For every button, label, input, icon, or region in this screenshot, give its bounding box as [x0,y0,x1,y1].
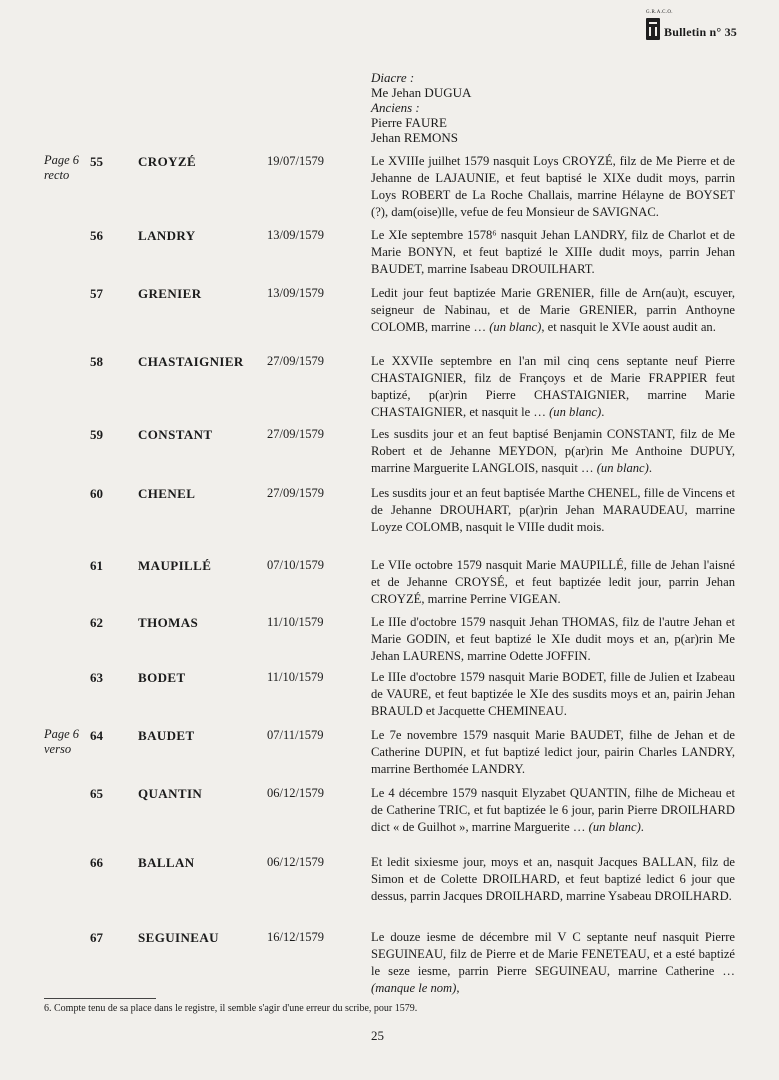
entry-number: 58 [90,354,103,369]
entry-number: 66 [90,855,103,870]
entry-text [371,153,735,221]
entry-text-main: Le XXVIIe septembre en l'an mil cinq cens septante neuf Pierre CHASTAIGNIER, filz de Françoys et de Marie FRAPPIER feut baptizé, p(ar)rin Pierre CHASTAIGNIER, marrine Marie CHASTAIGNIER, et nasquit le … [371,354,735,419]
entry-number: 59 [90,427,103,442]
footnote-divider [44,998,156,999]
baptism-date: 06/12/1579 [267,855,324,869]
family-name: CONSTANT [138,427,213,442]
entry-text-main: Et ledit sixiesme jour, moys et an, nasquit Jacques BALLAN, filz de Simon et de Colette DROILHARD, et feut baptizé ledict 6 jour que dessus, parrin Jacques DROILHARD, marrine Ysabeau DROILHARD. [371,855,735,903]
entry-number: 55 [90,154,103,169]
baptism-date: 27/09/1579 [267,486,324,500]
entry-number: 62 [90,615,103,630]
entry-text [371,854,735,905]
entry-text-tail: . [648,461,652,475]
family-name: THOMAS [138,615,199,630]
entry-text-tail: , [456,981,460,995]
logo-caption: G.R.A.C.O. [646,10,673,15]
society-logo-icon [646,10,673,40]
page-reference: Page 6 verso [44,727,80,756]
baptism-date: 16/12/1579 [267,930,324,944]
entry-number: 65 [90,786,103,801]
family-name: CHENEL [138,486,196,501]
family-name: BAUDET [138,728,195,743]
entry-text-main: Les susdits jour et an feut baptisé Benjamin CONSTANT, filz de Me Robert et de Jehanne MEYDON, p(ar)rin Me Anthoine DUPUY, marrine Marguerite LANGLOIS, nasquit … [371,427,735,475]
family-name: BODET [138,670,186,685]
baptism-date: 11/10/1579 [267,615,324,629]
entry-number: 67 [90,930,103,945]
entry-number: 57 [90,286,103,301]
entry-number: 61 [90,558,103,573]
entry-text-note: (manque le nom) [371,981,457,995]
entry-text-main: Le 7e novembre 1579 nasquit Marie BAUDET, filhe de Jehan et de Catherine DUPIN, et fut baptizé ledict jour, pairin Charles LANDRY, marrine Berthomée LANDRY. [371,728,735,776]
entry-text-note: (un blanc) [588,820,641,834]
baptism-date: 06/12/1579 [267,786,324,800]
footnote: 6. Compte tenu de sa place dans le registre, il semble s'agir d'une erreur du scribe, pour 1579. [44,1003,418,1014]
entry-number: 64 [90,728,103,743]
entry-text-note: (un blanc) [596,461,649,475]
entry-text [371,669,735,720]
entry-text [371,426,735,477]
baptism-date: 07/11/1579 [267,728,324,742]
entry-text-note: (un blanc) [549,405,602,419]
entry-number: 60 [90,486,103,501]
baptism-date: 13/09/1579 [267,286,324,300]
entry-text-main: Le VIIe octobre 1579 nasquit Marie MAUPILLÉ, fille de Jehan l'aisné et de Jehanne CROYSÉ, et feut baptizée ledit jour, parrin Jehan CROYZÉ, marrine Perrine VIGEAN. [371,558,735,606]
family-name: GRENIER [138,286,202,301]
entry-text-main: Les susdits jour et an feut baptisée Marthe CHENEL, fille de Vincens et de Jehanne DROUHART, p(ar)rin Jehan MARAUDEAU, marrine Loyze COLOMB, nasquit le VIIIe dudit mois. [371,486,735,534]
intro-line: Anciens : [371,100,420,115]
bulletin-header [646,10,737,40]
baptism-date: 27/09/1579 [267,427,324,441]
clergy-list [371,70,471,145]
entry-text [371,929,735,997]
entry-text [371,785,735,836]
baptism-date: 13/09/1579 [267,228,324,242]
entry-text [371,727,735,778]
entry-number: 56 [90,228,103,243]
intro-line: Me Jehan DUGUA [371,85,472,100]
entry-text [371,285,735,336]
intro-line: Jehan REMONS [371,130,459,145]
baptism-date: 07/10/1579 [267,558,324,572]
intro-line: Pierre FAURE [371,115,447,130]
entry-text-main: Le 4 décembre 1579 nasquit Elyzabet QUANTIN, filhe de Micheau et de Catherine TRIC, et fut baptizée le 6 jour, parin Pierre DROILHARD dict « de Guilhot », marrine Marguerite … [371,786,735,834]
family-name: BALLAN [138,855,195,870]
family-name: QUANTIN [138,786,203,801]
entry-text-tail: , et nasquit le XVIe aoust audit an. [541,320,716,334]
family-name: MAUPILLÉ [138,558,212,573]
entry-text-main: Le XVIIIe juilhet 1579 nasquit Loys CROYZÉ, filz de Me Pierre et de Jehanne de LAJAUNIE, et feut baptisé le XIXe dudit moys, parrin Loys ROBERT de La Roche Challais, marrine Hélayne de BOYSET (?), dam(oise)lle, vefue de feu Monsieur de SAVIGNAC. [371,154,735,219]
entry-text-main: Le XIe septembre 1578⁶ nasquit Jehan LANDRY, filz de Charlot et de Marie BONYN, et feut baptizé le XIIIe dudit moys, parrin Jehan BAUDET, marrine Isabeau DROUILHART. [371,228,735,276]
entry-text-main: Le douze iesme de décembre mil V C septante neuf nasquit Pierre SEGUINEAU, filz de Pierre et de Marie FENETEAU, et a esté baptizé le seze iesme, parrin Pierre SEGUINEAU, marrine Catherine … [371,930,735,978]
baptism-date: 27/09/1579 [267,354,324,368]
entry-text-note: (un blanc) [489,320,542,334]
entry-text [371,227,735,278]
entry-text-main: Le IIIe d'octobre 1579 nasquit Jehan THOMAS, filz de l'autre Jehan et Marie GODIN, et feut baptizé le XIe dudit moys et an, p(ar)rin Me Jehan LAURENS, marrine Odette JOFFIN. [371,615,735,663]
baptism-date: 19/07/1579 [267,154,324,168]
entry-text-tail: . [640,820,644,834]
entry-text [371,557,735,608]
entry-text [371,485,735,536]
family-name: CROYZÉ [138,154,197,169]
entry-text-main: Le IIIe d'octobre 1579 nasquit Marie BODET, fille de Julien et Izabeau de VAURE, et feut baptizée le XIe des susdits moys et an, pairin Jehan BRAULD et Jacquette CHEMINEAU. [371,670,735,718]
entry-text-main: Ledit jour feut baptizée Marie GRENIER, fille de Arn(au)t, escuyer, seigneur de Nabinau, et de Marie GRENIER, parrin Anthoyne COLOMB, marrine … [371,286,735,334]
page-reference: Page 6 recto [44,153,80,182]
entry-text-tail: . [601,405,605,419]
entry-number: 63 [90,670,103,685]
family-name: SEGUINEAU [138,930,219,945]
family-name: CHASTAIGNIER [138,354,244,369]
intro-line: Diacre : [371,70,415,85]
bulletin-number: Bulletin n° 35 [664,25,737,39]
entry-text [371,614,735,665]
page-number: 25 [371,1028,384,1043]
entry-text [371,353,735,421]
family-name: LANDRY [138,228,196,243]
baptism-date: 11/10/1579 [267,670,324,684]
